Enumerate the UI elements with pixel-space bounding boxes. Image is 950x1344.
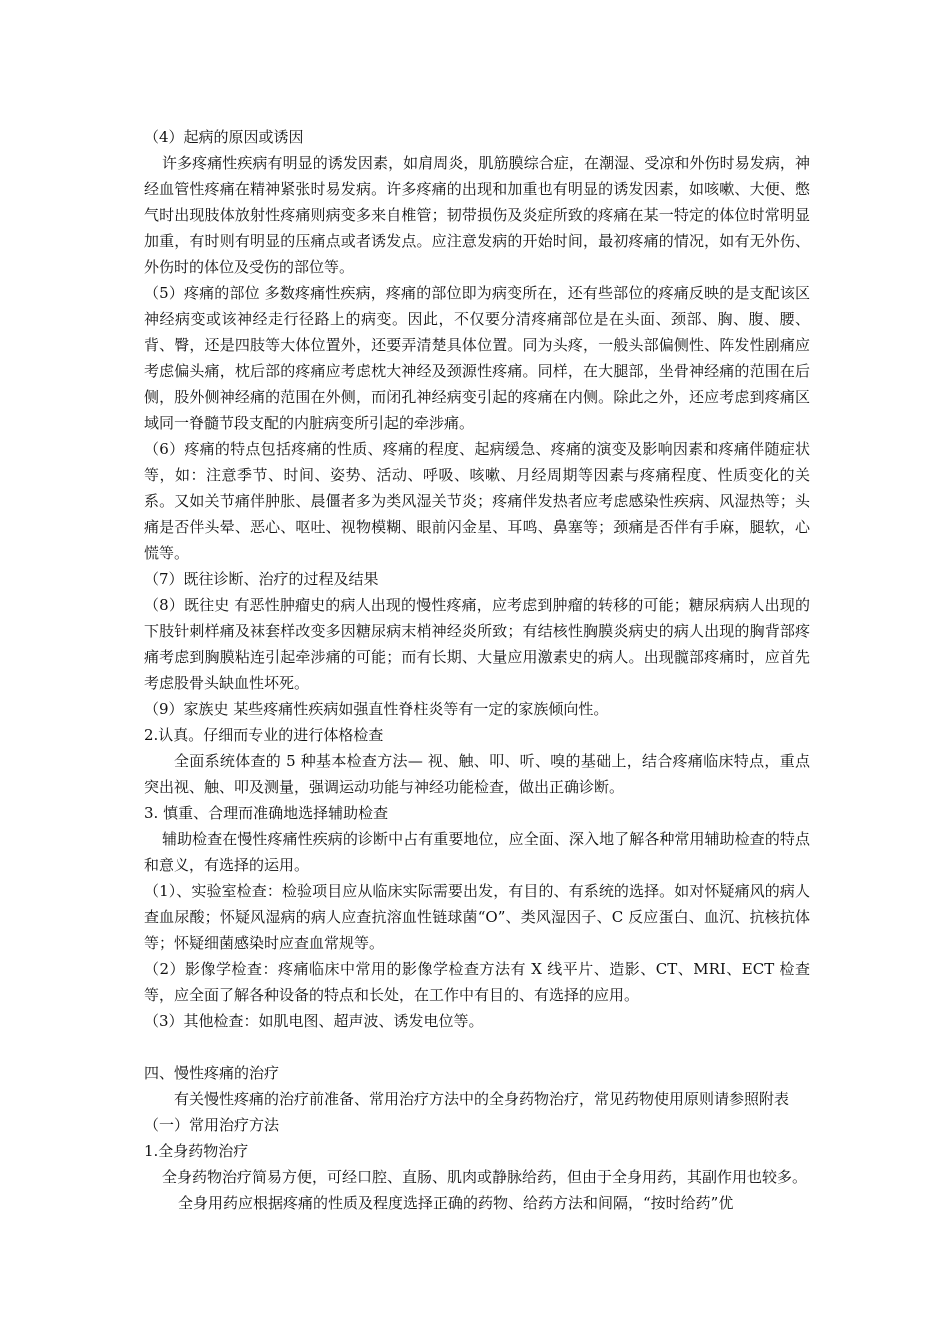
- paragraph-systemic-drugs: 全身药物治疗简易方便，可经口腔、直肠、肌肉或静脉给药，但由于全身用药，其副作用也较多。: [162, 1168, 808, 1186]
- paragraph-lab-exam: （1）、实验室检查：检验项目应从临床实际需要出发，有目的、有系统的选择。如对怀疑痛风的病人查血尿酸；怀疑风湿病的病人应查抗溶血性链球菌“O”、类风湿因子、C 反应蛋白、血沉、抗核抗体等；怀疑细菌感染时应查血常规等。: [144, 882, 810, 952]
- paragraph-pain-features: （6）疼痛的特点包括疼痛的性质、疼痛的程度、起病缓急、疼痛的演变及影响因素和疼痛伴随症状等，如：注意季节、时间、姿势、活动、呼吸、咳嗽、月经周期等因素与疼痛程度、性质变化的关系。又如关节痛伴肿胀、晨僵者多为类风湿关节炎；疼痛伴发热者应考虑感染性疾病、风湿热等；头痛是否伴头晕、恶心、呕吐、视物模糊、眼前闪金星、耳鸣、鼻塞等；颈痛是否伴有手麻，腿软，心慌等。: [144, 440, 810, 562]
- heading-physical-exam: 2.认真。仔细而专业的进行体格检查: [144, 726, 384, 744]
- heading-auxiliary-exam: 3. 慎重、合理而准确地选择辅助检查: [144, 804, 389, 822]
- heading-past-diagnosis: （7）既往诊断、治疗的过程及结果: [144, 570, 379, 588]
- document-body: [144, 124, 810, 1216]
- heading-systemic-drugs: 1.全身药物治疗: [144, 1142, 249, 1160]
- heading-onset-cause: （4）起病的原因或诱因: [144, 128, 304, 146]
- paragraph-treatment-intro: 有关慢性疼痛的治疗前准备、常用治疗方法中的全身药物治疗，常见药物使用原则请参照附表: [174, 1090, 790, 1108]
- paragraph-other-exam: （3）其他检查：如肌电图、超声波、诱发电位等。: [144, 1012, 484, 1030]
- paragraph-family-history: （9）家族史 某些疼痛性疾病如强直性脊柱炎等有一定的家族倾向性。: [144, 700, 609, 718]
- paragraph-auxiliary-exam: 辅助检查在慢性疼痛性疾病的诊断中占有重要地位，应全面、深入地了解各种常用辅助检查的特点和意义，有选择的运用。: [144, 830, 810, 874]
- section-heading-treatment: 四、慢性疼痛的治疗: [144, 1064, 280, 1082]
- blank-line: [144, 1034, 810, 1060]
- paragraph-imaging-exam: （2）影像学检查：疼痛临床中常用的影像学检查方法有 X 线平片、造影、CT、MRI、ECT 检查等，应全面了解各种设备的特点和长处，在工作中有目的、有选择的应用。: [144, 960, 810, 1004]
- paragraph-onset-cause: 许多疼痛性疾病有明显的诱发因素，如肩周炎，肌筋膜综合症，在潮湿、受凉和外伤时易发病，神经血管性疼痛在精神紧张时易发病。许多疼痛的出现和加重也有明显的诱发因素，如咳嗽、大便、憋气时出现肢体放射性疼痛则病变多来自椎管；韧带损伤及炎症所致的疼痛在某一特定的体位时常明显加重，有时则有明显的压痛点或者诱发点。应注意发病的开始时间，最初疼痛的情况，如有无外伤、外伤时的体位及受伤的部位等。: [144, 154, 810, 276]
- heading-common-methods: （一）常用治疗方法: [144, 1116, 280, 1134]
- paragraph-pain-location: （5）疼痛的部位 多数疼痛性疾病，疼痛的部位即为病变所在，还有些部位的疼痛反映的是支配该区神经病变或该神经走行径路上的病变。因此，不仅要分清疼痛部位是在头面、颈部、胸、腹、腰、背、臀，还是四肢等大体位置外，还要弄清楚具体位置。同为头疼，一般头部偏侧性、阵发性剧痛应考虑偏头痛，枕后部的疼痛应考虑枕大神经及颈源性疼痛。同样，在大腿部，坐骨神经痛的范围在后侧，股外侧神经痛的范围在外侧，而闭孔神经病变引起的疼痛在内侧。除此之外，还应考虑到疼痛区域同一脊髓节段支配的内脏病变所引起的牵涉痛。: [144, 284, 810, 432]
- paragraph-past-history: （8）既往史 有恶性肿瘤史的病人出现的慢性疼痛，应考虑到肿瘤的转移的可能；糖尿病病人出现的下肢针刺样痛及袜套样改变多因糖尿病末梢神经炎所致；有结核性胸膜炎病史的病人出现的胸背部疼痛考虑到胸膜粘连引起牵涉痛的可能；而有长期、大量应用激素史的病人。出现髋部疼痛时，应首先考虑股骨头缺血性坏死。: [144, 596, 810, 692]
- paragraph-systemic-drugs-principle: 全身用药应根据疼痛的性质及程度选择正确的药物、给药方法和间隔，“按时给药”优: [178, 1194, 734, 1212]
- paragraph-physical-exam: 全面系统体查的 5 种基本检查方法— 视、触、叩、听、嗅的基础上，结合疼痛临床特点，重点突出视、触、叩及测量，强调运动功能与神经功能检查，做出正确诊断。: [144, 752, 810, 796]
